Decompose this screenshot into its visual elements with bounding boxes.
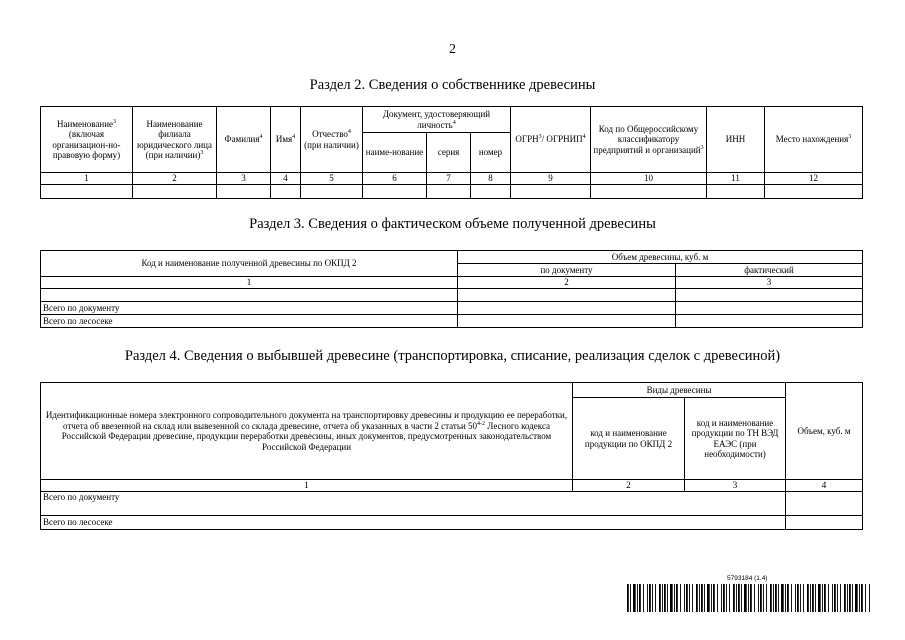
column-number: 1 bbox=[41, 480, 573, 492]
barcode-bar bbox=[633, 584, 636, 612]
column-number: 5 bbox=[301, 173, 363, 185]
barcode-bar bbox=[865, 584, 866, 612]
column-number: 8 bbox=[471, 173, 511, 185]
barcode-bar bbox=[775, 584, 777, 612]
total-by-document-label: Всего по документу bbox=[41, 492, 786, 516]
barcode-bar bbox=[847, 584, 848, 612]
barcode-bar bbox=[741, 584, 742, 612]
column-number: 7 bbox=[427, 173, 471, 185]
total-by-forest-label: Всего по лесосеке bbox=[41, 315, 458, 328]
barcode-bar bbox=[815, 584, 816, 612]
col-actual-header: фактический bbox=[676, 264, 863, 277]
barcode-bar bbox=[704, 584, 705, 612]
barcode-bar bbox=[667, 584, 668, 612]
table-cell[interactable] bbox=[301, 184, 363, 198]
col-okpd-header: код и наименование продукции по ОКПД 2 bbox=[573, 398, 685, 480]
page-number: 2 bbox=[449, 42, 456, 57]
barcode-bar bbox=[770, 584, 772, 612]
barcode-bar bbox=[659, 584, 661, 612]
column-number: 3 bbox=[676, 277, 863, 289]
barcode-number: 5793184 (1.4) bbox=[727, 575, 768, 582]
barcode-bar bbox=[773, 584, 774, 612]
table-cell[interactable] bbox=[511, 184, 591, 198]
barcode-bar bbox=[707, 584, 710, 612]
barcode-bar bbox=[723, 584, 725, 612]
barcode-bar bbox=[824, 584, 826, 612]
barcode-bar bbox=[717, 584, 718, 612]
barcode-bar bbox=[630, 584, 631, 612]
table-cell[interactable] bbox=[458, 289, 676, 302]
total-by-forest-row bbox=[41, 516, 863, 530]
col-id-document-header: Документ, удостоверяющий личность$^4$ bbox=[363, 107, 511, 133]
table-cell[interactable] bbox=[676, 302, 863, 315]
barcode-bar bbox=[643, 584, 644, 612]
barcode-bar bbox=[807, 584, 809, 612]
column-number: 2 bbox=[573, 480, 685, 492]
total-by-forest-label: Всего по лесосеке bbox=[41, 516, 786, 530]
column-number: 11 bbox=[707, 173, 765, 185]
col-firstname-header: Имя$^4$ bbox=[271, 107, 301, 173]
barcode-bar bbox=[795, 584, 796, 612]
col-doc-number-header: номер bbox=[471, 133, 511, 173]
table-cell[interactable] bbox=[786, 516, 863, 530]
table-cell[interactable] bbox=[217, 184, 271, 198]
barcode-bar bbox=[763, 584, 764, 612]
barcode-bar bbox=[736, 584, 737, 612]
col-doc-name-header: наиме-нование bbox=[363, 133, 427, 173]
barcode-bar bbox=[637, 584, 638, 612]
barcode-bar bbox=[701, 584, 703, 612]
barcode-bar bbox=[760, 584, 762, 612]
barcode-bar bbox=[711, 584, 712, 612]
barcode-bar bbox=[787, 584, 789, 612]
barcode-bar bbox=[713, 584, 715, 612]
barcode-bar bbox=[810, 584, 811, 612]
col-inn-header: ИНН bbox=[707, 107, 765, 173]
section-2-title: Раздел 2. Сведения о собственнике древесины bbox=[309, 77, 596, 93]
barcode-bar bbox=[699, 584, 700, 612]
barcode-bar bbox=[655, 584, 656, 612]
barcode-bar bbox=[797, 584, 799, 612]
barcode-bar bbox=[689, 584, 690, 612]
barcode-bar bbox=[837, 584, 838, 612]
barcode-bar bbox=[750, 584, 752, 612]
barcode-bar bbox=[664, 584, 666, 612]
table-cell[interactable] bbox=[676, 289, 863, 302]
barcode-bar bbox=[684, 584, 685, 612]
barcode-bar bbox=[855, 584, 858, 612]
barcode-bar bbox=[766, 584, 767, 612]
barcode-bar bbox=[692, 584, 693, 612]
barcode-bar bbox=[754, 584, 755, 612]
table-cell[interactable] bbox=[427, 184, 471, 198]
col-tnved-header: код и наименование продукции по ТН ВЭД ЕАЭС (при необходимости) bbox=[685, 398, 786, 480]
section-3-title: Раздел 3. Сведения о фактическом объеме полученной древесины bbox=[249, 216, 656, 232]
table-cell[interactable] bbox=[41, 184, 133, 198]
barcode-bar bbox=[744, 584, 747, 612]
table-cell[interactable] bbox=[707, 184, 765, 198]
barcode-bar bbox=[852, 584, 853, 612]
barcode-bar bbox=[758, 584, 759, 612]
barcode-bar bbox=[647, 584, 648, 612]
barcode-bar bbox=[652, 584, 653, 612]
table-cell[interactable] bbox=[41, 289, 458, 302]
col-species-group-header: Виды древесины bbox=[573, 383, 786, 398]
col-by-document-header: по документу bbox=[458, 264, 676, 277]
barcode-bar bbox=[832, 584, 833, 612]
barcode-bar bbox=[785, 584, 786, 612]
barcode-bar bbox=[861, 584, 863, 612]
barcode-bar bbox=[791, 584, 792, 612]
column-number: 4 bbox=[786, 480, 863, 492]
column-number: 3 bbox=[685, 480, 786, 492]
column-number: 6 bbox=[363, 173, 427, 185]
column-number: 1 bbox=[41, 277, 458, 289]
table-cell[interactable] bbox=[133, 184, 217, 198]
table-row bbox=[41, 184, 863, 198]
barcode-bar bbox=[729, 584, 730, 612]
barcode-bar bbox=[738, 584, 740, 612]
barcode-bar bbox=[781, 584, 784, 612]
table-cell[interactable] bbox=[591, 184, 707, 198]
table-cell[interactable] bbox=[471, 184, 511, 198]
barcode-bar bbox=[828, 584, 829, 612]
owner-table bbox=[40, 106, 863, 199]
barcode-bar bbox=[627, 584, 629, 612]
col-volume-group-header: Объем древесины, куб. м bbox=[458, 251, 863, 264]
table-cell[interactable] bbox=[458, 302, 676, 315]
barcode-bar bbox=[680, 584, 681, 612]
total-by-document-row bbox=[41, 302, 863, 315]
barcode-bar bbox=[726, 584, 727, 612]
barcode-bar bbox=[649, 584, 651, 612]
col-location-header: Место нахождения$^3$ bbox=[765, 107, 863, 173]
barcode-bar bbox=[733, 584, 735, 612]
column-number: 2 bbox=[458, 277, 676, 289]
total-by-document-label: Всего по документу bbox=[41, 302, 458, 315]
table-cell[interactable] bbox=[786, 492, 863, 516]
barcode-bar bbox=[686, 584, 688, 612]
column-number: 9 bbox=[511, 173, 591, 185]
barcode-bar bbox=[849, 584, 851, 612]
col-doc-series-header: серия bbox=[427, 133, 471, 173]
barcode-bar bbox=[834, 584, 836, 612]
barcode-bar bbox=[840, 584, 841, 612]
barcode-bar bbox=[822, 584, 823, 612]
barcode-bar bbox=[662, 584, 663, 612]
barcode-icon bbox=[627, 584, 873, 612]
barcode-bar bbox=[812, 584, 814, 612]
barcode-bar bbox=[721, 584, 722, 612]
barcode-bar bbox=[803, 584, 804, 612]
barcode-bar bbox=[778, 584, 779, 612]
barcode-bar bbox=[859, 584, 860, 612]
barcode-bar bbox=[748, 584, 749, 612]
table-cell[interactable] bbox=[271, 184, 301, 198]
table-cell[interactable] bbox=[765, 184, 863, 198]
col-name-header: Наименование$^3$ (включая организацион-но-правовую форму) bbox=[41, 107, 133, 173]
col-branch-header: Наименование филиала юридического лица (при наличии)$^3$ bbox=[133, 107, 217, 173]
table-row bbox=[41, 289, 863, 302]
disposed-wood-table bbox=[40, 382, 863, 530]
barcode-bar bbox=[670, 584, 673, 612]
col-surname-header: Фамилия$^4$ bbox=[217, 107, 271, 173]
total-by-document-row bbox=[41, 492, 863, 516]
table-cell[interactable] bbox=[676, 315, 863, 328]
total-by-forest-row bbox=[41, 315, 863, 328]
barcode-bar bbox=[674, 584, 675, 612]
table-cell[interactable] bbox=[458, 315, 676, 328]
barcode-bar bbox=[818, 584, 821, 612]
column-number: 1 bbox=[41, 173, 133, 185]
column-number: 2 bbox=[133, 173, 217, 185]
barcode-bar bbox=[800, 584, 801, 612]
column-number: 3 bbox=[217, 173, 271, 185]
section-4-title: Раздел 4. Сведения о выбывшей древесине (транспортировка, списание, реализация сделок с древесиной) bbox=[124, 348, 781, 364]
table-cell[interactable] bbox=[363, 184, 427, 198]
column-number: 12 bbox=[765, 173, 863, 185]
barcode-bar bbox=[696, 584, 698, 612]
col-document-ids-header: Идентификационные номера электронного сопроводительного документа на транспортировку древесины и продукцию ее переработки, отчета об ввезенной на склад или вывезенной со склада древесине, отчета об указанных в части 2 статьи 50$^{4-2}$ Лесного кодекса Российской Федерации древесине, продукции переработки древесины, иных документов, предусмотренных законодательством Российской Федерации bbox=[41, 383, 573, 480]
col-okpo-header: Код по Общероссийскому классификатору предприятий и организаций$^3$ bbox=[591, 107, 707, 173]
column-number: 10 bbox=[591, 173, 707, 185]
col-volume-header: Объем, куб. м bbox=[786, 383, 863, 480]
barcode-bar bbox=[844, 584, 846, 612]
col-ogrn-header: ОГРН$^3$/ ОГРНИП$^4$ bbox=[511, 107, 591, 173]
col-patronymic-header: Отчество$^4$ (при наличии) bbox=[301, 107, 363, 173]
volume-table bbox=[40, 250, 863, 328]
barcode-bar bbox=[869, 584, 870, 612]
barcode-bar bbox=[676, 584, 678, 612]
col-code-header: Код и наименование полученной древесины по ОКПД 2 bbox=[41, 251, 458, 277]
barcode-bar bbox=[639, 584, 641, 612]
column-number: 4 bbox=[271, 173, 301, 185]
